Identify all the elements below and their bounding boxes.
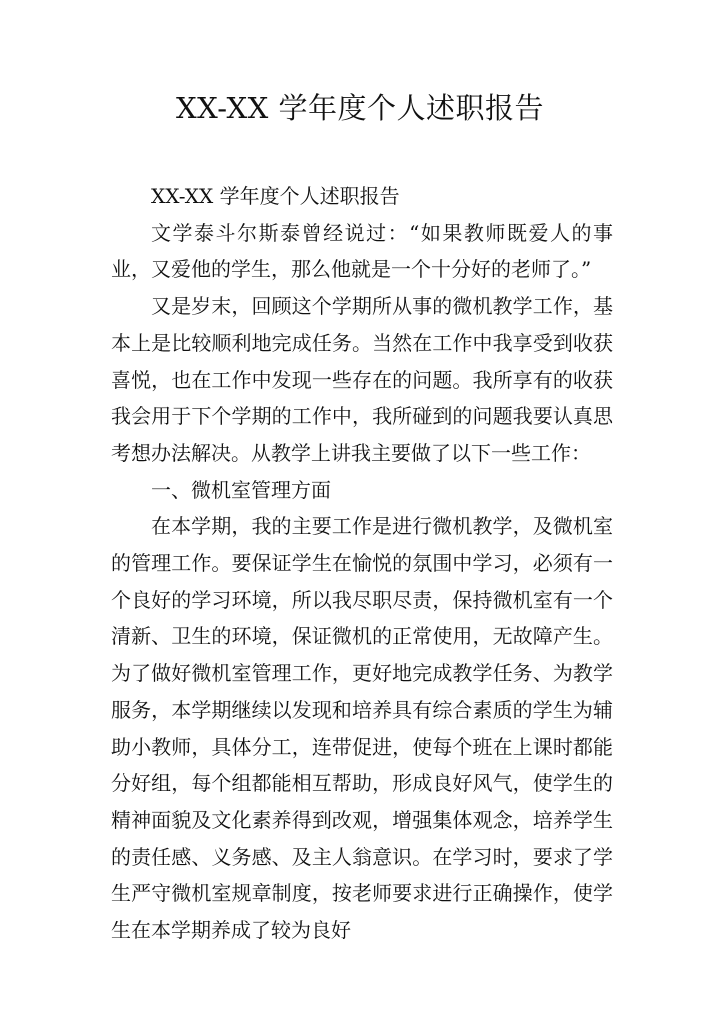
document-title: XX-XX 学年度个人述职报告 — [175, 91, 545, 125]
section-heading: 一、微机室管理方面 — [151, 477, 331, 502]
paragraph-review: 又是岁末，回顾这个学期所从事的微机教学工作，基本上是比较顺利地完成任务。当然在工作中我享受到收获喜悦，也在工作中发现一些存在的问题。我所享有的收获我会用于下个学期的工作中，我所碰到的问题我要认真思考想办法解决。从教学上讲我主要做了以下一些工作： — [111, 294, 613, 465]
paragraph-lab-management: 在本学期，我的主要工作是进行微机教学，及微机室的管理工作。要保证学生在愉悦的氛围中学习，必须有一个良好的学习环境，所以我尽职尽责，保持微机室有一个清新、卫生的环境，保证微机的正常使用，无故障产生。为了做好微机室管理工作，更好地完成教学任务、为教学服务，本学期继续以发现和培养具有综合素质的学生为辅助小教师，具体分工，连带促进，使每个班在上课时都能分好组，每个组都能相互帮助，形成良好风气，使学生的精神面貌及文化素养得到改观，增强集体观念，培养学生的责任感、义务感、及主人翁意识。在学习时，要求了学生严守微机室规章制度，按老师要求进行正确操作，使学生在本学期养成了较为良好 — [111, 514, 613, 943]
paragraph-subtitle: XX-XX 学年度个人述职报告 — [151, 184, 400, 208]
document-body — [111, 178, 613, 949]
paragraph-quote: 文学泰斗尔斯泰曾经说过：“如果教师既爱人的事业，又爱他的学生，那么他就是一个十分好的老师了。” — [111, 220, 613, 282]
